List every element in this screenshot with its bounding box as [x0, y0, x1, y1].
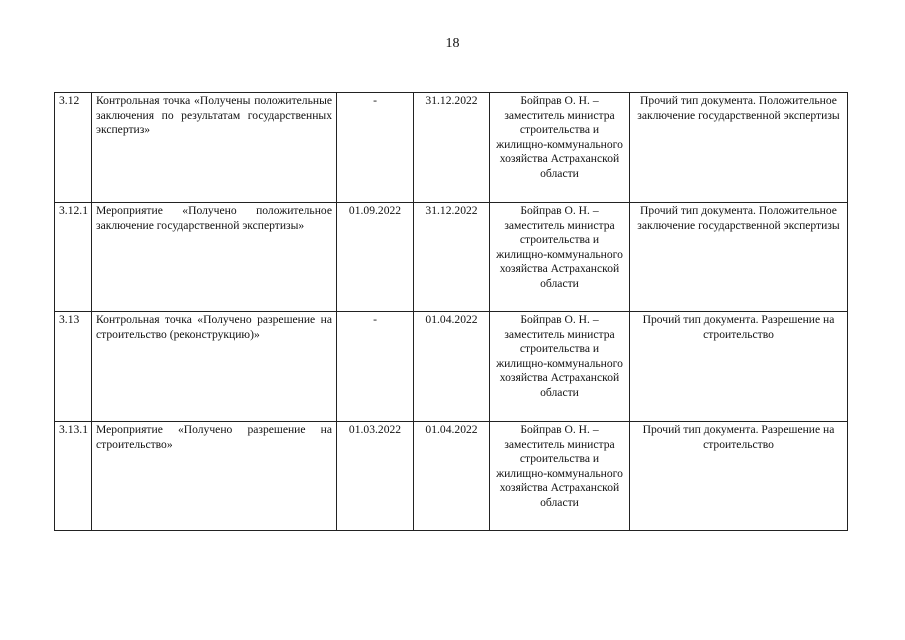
row-name: Контрольная точка «Получены положительные заключения по результатам государственных экспертиз» [92, 93, 337, 203]
row-responsible: Бойправ О. Н. – заместитель министра строительства и жилищно-коммунального хозяйства Астраханской области [490, 93, 630, 203]
row-name: Мероприятие «Получено положительное заключение государственной экспертизы» [92, 203, 337, 312]
row-start-date: 01.09.2022 [337, 203, 414, 312]
row-number: 3.13 [55, 312, 92, 422]
row-number: 3.12.1 [55, 203, 92, 312]
table-row [55, 203, 848, 312]
row-end-date: 31.12.2022 [414, 93, 490, 203]
row-responsible: Бойправ О. Н. – заместитель министра строительства и жилищно-коммунального хозяйства Астраханской области [490, 422, 630, 531]
plan-table [54, 92, 848, 531]
row-document: Прочий тип документа. Положительное заключение государственной экспертизы [630, 203, 848, 312]
row-number: 3.13.1 [55, 422, 92, 531]
row-number: 3.12 [55, 93, 92, 203]
table-row [55, 422, 848, 531]
row-name: Контрольная точка «Получено разрешение на строительство (реконструкцию)» [92, 312, 337, 422]
row-end-date: 31.12.2022 [414, 203, 490, 312]
row-responsible: Бойправ О. Н. – заместитель министра строительства и жилищно-коммунального хозяйства Астраханской области [490, 312, 630, 422]
row-document: Прочий тип документа. Разрешение на строительство [630, 312, 848, 422]
page-number: 18 [445, 36, 460, 51]
row-responsible: Бойправ О. Н. – заместитель министра строительства и жилищно-коммунального хозяйства Астраханской области [490, 203, 630, 312]
row-start-date: - [337, 93, 414, 203]
row-name: Мероприятие «Получено разрешение на строительство» [92, 422, 337, 531]
table-row [55, 312, 848, 422]
row-start-date: - [337, 312, 414, 422]
row-document: Прочий тип документа. Разрешение на строительство [630, 422, 848, 531]
row-document: Прочий тип документа. Положительное заключение государственной экспертизы [630, 93, 848, 203]
row-end-date: 01.04.2022 [414, 312, 490, 422]
table-row [55, 93, 848, 203]
row-end-date: 01.04.2022 [414, 422, 490, 531]
row-start-date: 01.03.2022 [337, 422, 414, 531]
